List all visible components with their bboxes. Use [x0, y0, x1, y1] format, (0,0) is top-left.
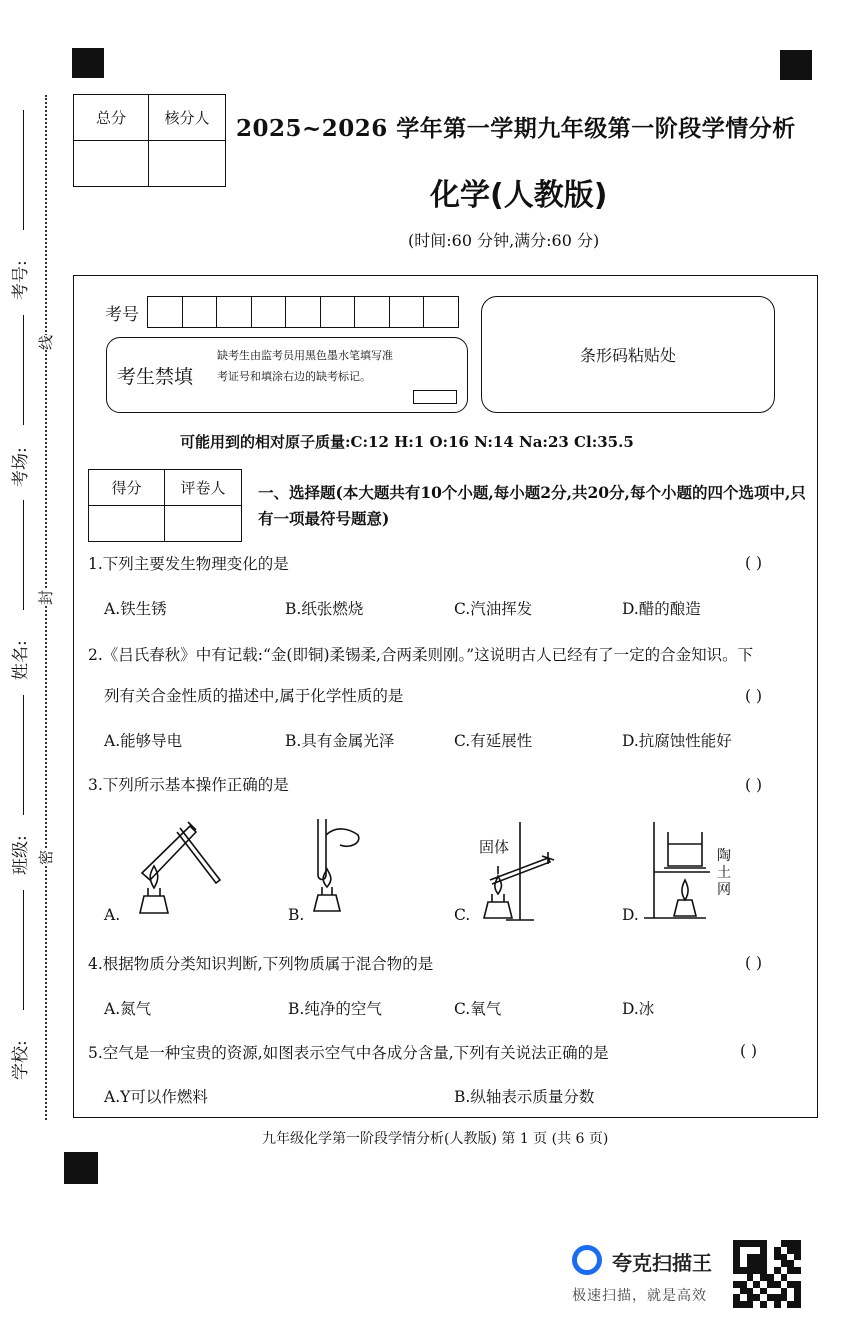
q2-option-b[interactable]: B.具有金属光泽 — [285, 732, 395, 750]
barcode-area — [481, 296, 775, 413]
qr-cell — [760, 1254, 767, 1261]
q5-option-a[interactable]: A.Y可以作燃料 — [104, 1088, 208, 1106]
qr-cell — [781, 1274, 788, 1281]
qr-cell — [774, 1240, 781, 1247]
qr-cell — [794, 1254, 801, 1261]
scanner-name: 夸克扫描王 — [612, 1251, 712, 1275]
time-info: (时间:60 分钟,满分:60 分) — [408, 231, 600, 250]
checker-cell[interactable] — [149, 141, 226, 187]
qr-cell — [781, 1254, 788, 1261]
seal-dotted-line — [45, 95, 47, 1120]
qr-cell — [794, 1247, 801, 1254]
qr-cell — [774, 1288, 781, 1295]
forbidden-title: 考生禁填 — [117, 366, 194, 388]
qr-cell — [760, 1267, 767, 1274]
question-4: 4.根据物质分类知识判断,下列物质属于混合物的是 — [88, 955, 434, 973]
qr-cell — [787, 1301, 794, 1308]
qr-cell — [781, 1288, 788, 1295]
qr-cell — [781, 1260, 788, 1267]
exam-id-box[interactable] — [354, 296, 390, 328]
qr-cell — [787, 1247, 794, 1254]
qr-cell — [760, 1288, 767, 1295]
checker-header: 核分人 — [149, 95, 226, 141]
qr-cell — [781, 1240, 788, 1247]
qr-cell — [781, 1301, 788, 1308]
qr-cell — [787, 1288, 794, 1295]
section-score-cell[interactable] — [89, 506, 165, 542]
section1-heading: 一、选择题(本大题共有10个小题,每小题2分,共20分,每个小题的四个选项中,只有一项最符号题意) — [258, 483, 806, 528]
qr-cell — [740, 1281, 747, 1288]
q1-option-d[interactable]: D.醋的酿造 — [622, 600, 701, 618]
qr-cell — [781, 1294, 788, 1301]
seal-feng: 封 — [33, 590, 58, 605]
kaochang-label: 考场: — [11, 447, 31, 487]
qr-cell — [747, 1260, 754, 1267]
qr-cell — [753, 1267, 760, 1274]
apparatus-d-label: 陶土网 — [717, 848, 731, 898]
q2-option-a[interactable]: A.能够导电 — [104, 732, 183, 750]
qr-cell — [774, 1267, 781, 1274]
qr-cell — [760, 1274, 767, 1281]
qr-cell — [747, 1254, 754, 1261]
exam-id-boxes[interactable] — [148, 296, 459, 328]
qr-cell — [740, 1274, 747, 1281]
answer-paren-4[interactable]: ( ) — [745, 954, 763, 972]
qr-cell — [794, 1274, 801, 1281]
section-score-header: 得分 — [89, 470, 165, 506]
qr-cell — [794, 1294, 801, 1301]
xuexiao-line — [23, 890, 24, 1010]
scanner-slogan: 极速扫描，就是高效 — [572, 1288, 707, 1304]
qr-cell — [774, 1254, 781, 1261]
section-reviewer-header: 评卷人 — [165, 470, 242, 506]
page-footer: 九年级化学第一阶段学情分析(人教版) 第 1 页 (共 6 页) — [262, 1131, 609, 1147]
qr-cell — [747, 1301, 754, 1308]
qr-cell — [760, 1260, 767, 1267]
xingming-line — [23, 500, 24, 610]
qr-cell — [794, 1301, 801, 1308]
exam-id-box[interactable] — [285, 296, 321, 328]
qr-cell — [733, 1301, 740, 1308]
forbidden-area — [106, 337, 468, 413]
xuexiao-label: 学校: — [11, 1040, 31, 1080]
qr-cell — [774, 1247, 781, 1254]
section-score-table — [88, 469, 242, 542]
qr-cell — [794, 1240, 801, 1247]
q3-option-a[interactable]: A. — [104, 906, 121, 924]
qr-cell — [753, 1274, 760, 1281]
qr-cell — [740, 1260, 747, 1267]
qr-cell — [794, 1281, 801, 1288]
qr-cell — [753, 1260, 760, 1267]
qr-cell — [767, 1267, 774, 1274]
qr-code-icon — [733, 1240, 801, 1308]
exam-id-box[interactable] — [320, 296, 356, 328]
binding-strip — [0, 0, 60, 1130]
exam-id-box[interactable] — [251, 296, 287, 328]
exam-id-box[interactable] — [389, 296, 425, 328]
apparatus-c-label: 固体 — [479, 838, 510, 856]
qr-cell — [753, 1288, 760, 1295]
qr-cell — [794, 1267, 801, 1274]
seal-mi: 密 — [33, 850, 58, 865]
registration-mark-bottom-left — [64, 1152, 98, 1184]
section-reviewer-cell[interactable] — [165, 506, 242, 542]
q3-option-c[interactable]: C. — [454, 906, 471, 924]
qr-cell — [733, 1240, 740, 1247]
barcode-label: 条形码粘贴处 — [579, 346, 676, 365]
qr-cell — [781, 1247, 788, 1254]
question-3: 3.下列所示基本操作正确的是 — [88, 776, 289, 794]
qr-cell — [740, 1294, 747, 1301]
q2-option-d[interactable]: D.抗腐蚀性能好 — [622, 732, 732, 750]
qr-cell — [753, 1281, 760, 1288]
qr-cell — [733, 1254, 740, 1261]
exam-id-box[interactable] — [216, 296, 252, 328]
qr-cell — [733, 1247, 740, 1254]
qr-cell — [760, 1281, 767, 1288]
atomic-mass-info: 可能用到的相对原子质量:C:12 H:1 O:16 N:14 Na:23 Cl:35.5 — [180, 433, 634, 451]
registration-mark-top-left — [72, 48, 104, 78]
qr-cell — [733, 1267, 740, 1274]
qr-cell — [733, 1281, 740, 1288]
q1-option-b[interactable]: B.纸张燃烧 — [285, 600, 364, 618]
qr-cell — [767, 1281, 774, 1288]
qr-cell — [774, 1274, 781, 1281]
q2-option-c[interactable]: C.有延展性 — [454, 732, 533, 750]
q4-option-a[interactable]: A.氮气 — [104, 1000, 152, 1018]
qr-cell — [747, 1240, 754, 1247]
total-score-table — [73, 94, 226, 187]
qr-cell — [753, 1301, 760, 1308]
q3-option-d[interactable]: D. — [622, 906, 639, 924]
qr-cell — [787, 1267, 794, 1274]
qr-cell — [740, 1267, 747, 1274]
qr-cell — [787, 1260, 794, 1267]
exam-id-box[interactable] — [182, 296, 218, 328]
qr-cell — [753, 1254, 760, 1261]
qr-cell — [767, 1260, 774, 1267]
banji-label: 班级: — [11, 835, 31, 875]
q1-option-a[interactable]: A.铁生锈 — [104, 600, 167, 618]
qr-cell — [787, 1274, 794, 1281]
qr-cell — [733, 1294, 740, 1301]
qr-cell — [760, 1247, 767, 1254]
question-2-line2: 列有关合金性质的描述中,属于化学性质的是 — [104, 687, 404, 705]
qr-cell — [740, 1254, 747, 1261]
qr-cell — [747, 1294, 754, 1301]
q4-option-d[interactable]: D.冰 — [622, 1000, 655, 1018]
answer-paren-5[interactable]: ( ) — [740, 1042, 758, 1060]
qr-cell — [740, 1301, 747, 1308]
kaohao-label: 考号: — [11, 260, 31, 300]
exam-id-box[interactable] — [423, 296, 459, 328]
qr-cell — [747, 1247, 754, 1254]
qr-cell — [767, 1247, 774, 1254]
qr-cell — [760, 1294, 767, 1301]
answer-paren-1[interactable]: ( ) — [745, 554, 763, 572]
registration-mark-top-right — [780, 50, 812, 80]
forbidden-note: 缺考生由监考员用黑色墨水笔填写准考证号和填涂右边的缺考标记。 — [217, 349, 393, 383]
qr-cell — [774, 1281, 781, 1288]
qr-cell — [774, 1294, 781, 1301]
banji-line — [23, 695, 24, 815]
qr-cell — [767, 1288, 774, 1295]
xingming-label: 姓名: — [11, 640, 31, 680]
qr-cell — [794, 1260, 801, 1267]
question-1: 1.下列主要发生物理变化的是 — [88, 555, 289, 573]
apparatus-c-image — [470, 820, 570, 925]
qr-cell — [787, 1240, 794, 1247]
qr-cell — [774, 1301, 781, 1308]
qr-cell — [760, 1301, 767, 1308]
seal-xian: 线 — [33, 335, 58, 350]
qr-cell — [733, 1274, 740, 1281]
qr-cell — [733, 1288, 740, 1295]
qr-cell — [747, 1274, 754, 1281]
qr-cell — [781, 1281, 788, 1288]
qr-cell — [774, 1260, 781, 1267]
qr-cell — [781, 1267, 788, 1274]
exam-id-box[interactable] — [147, 296, 183, 328]
answer-paren-2[interactable]: ( ) — [745, 687, 763, 705]
kaochang-line — [23, 315, 24, 425]
exam-id-label: 考号 — [105, 305, 139, 325]
qr-cell — [740, 1247, 747, 1254]
question-5: 5.空气是一种宝贵的资源,如图表示空气中各成分含量,下列有关说法正确的是 — [88, 1044, 609, 1062]
qr-cell — [740, 1240, 747, 1247]
exam-title: 2025~2026 学年第一学期九年级第一阶段学情分析 — [236, 115, 796, 142]
qr-cell — [767, 1240, 774, 1247]
q1-option-c[interactable]: C.汽油挥发 — [454, 600, 533, 618]
qr-cell — [747, 1267, 754, 1274]
qr-cell — [753, 1294, 760, 1301]
question-2: 2.《吕氏春秋》中有记载:“金(即铜)柔锡柔,合两柔则刚。”这说明古人已经有了一定的合金知识。下 — [88, 646, 754, 664]
qr-cell — [787, 1254, 794, 1261]
total-score-header: 总分 — [74, 95, 149, 141]
apparatus-b-image — [300, 815, 380, 920]
qr-cell — [753, 1247, 760, 1254]
total-score-cell[interactable] — [74, 141, 149, 187]
qr-cell — [740, 1288, 747, 1295]
qr-cell — [787, 1281, 794, 1288]
qr-cell — [753, 1240, 760, 1247]
absence-mark-box[interactable] — [413, 390, 457, 404]
subject-title: 化学(人教版) — [430, 178, 608, 213]
scanner-logo-icon — [572, 1245, 602, 1275]
apparatus-d-image — [640, 820, 720, 925]
q5-option-b[interactable]: B.纵轴表示质量分数 — [454, 1088, 595, 1106]
qr-cell — [747, 1281, 754, 1288]
apparatus-a-image — [120, 818, 230, 923]
q4-option-b[interactable]: B.纯净的空气 — [288, 1000, 382, 1018]
qr-cell — [794, 1288, 801, 1295]
qr-cell — [747, 1288, 754, 1295]
qr-cell — [787, 1294, 794, 1301]
qr-cell — [767, 1254, 774, 1261]
q4-option-c[interactable]: C.氧气 — [454, 1000, 502, 1018]
answer-paren-3[interactable]: ( ) — [745, 776, 763, 794]
qr-cell — [760, 1240, 767, 1247]
q3-option-b[interactable]: B. — [288, 906, 305, 924]
kaohao-line — [23, 110, 24, 230]
qr-cell — [767, 1274, 774, 1281]
qr-cell — [733, 1260, 740, 1267]
qr-cell — [767, 1301, 774, 1308]
qr-cell — [767, 1294, 774, 1301]
